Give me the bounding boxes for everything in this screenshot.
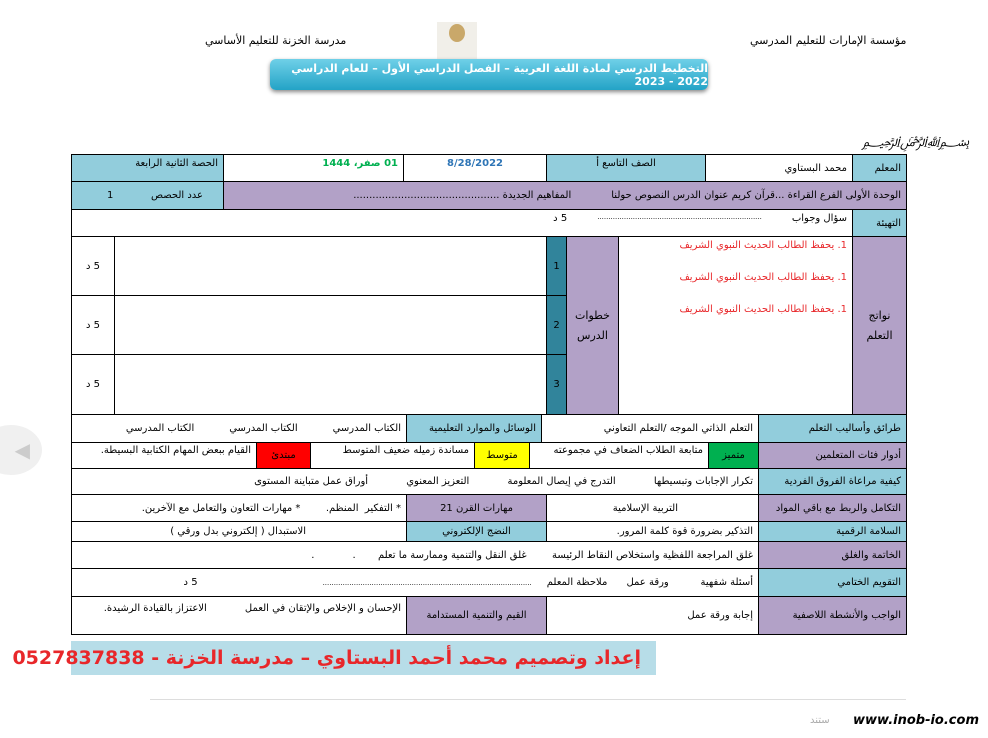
- methods-label: طرائق وأساليب التعلم: [758, 414, 907, 443]
- site-arabic: ستند: [810, 715, 830, 726]
- assessment-dots: ..............................................................................................: [322, 578, 532, 587]
- step-time: 5 د: [71, 236, 115, 296]
- warmup-cell: [71, 209, 853, 237]
- digital-safety-value: التذكير بضرورة قوة كلمة المرور.: [546, 521, 759, 542]
- average-badge: متوسط: [474, 442, 530, 469]
- differentiation-label: كيفية مراعاة الفروق الفردية: [758, 468, 907, 495]
- closure-value: غلق المراجعة اللفظية واستخلاص النقاط الرئيسة غلق النقل والتنمية وممارسة ما تعلم . .: [71, 541, 759, 569]
- title-banner: التخطيط الدرسي لمادة اللغة العربية – الفصل الدراسي الأول – للعام الدراسي 2022 - 2023: [270, 59, 708, 90]
- step-number: 3: [546, 354, 567, 415]
- step-content[interactable]: [114, 236, 547, 296]
- teacher-name: محمد البستاوي: [705, 154, 853, 182]
- homework-label: الواجب والأنشطة اللاصفية: [758, 596, 907, 635]
- assessment-time: 5 د: [183, 577, 198, 588]
- skills-value: * التفكير المنظم. * مهارات التعاون والتعامل مع الآخرين.: [71, 494, 407, 522]
- beginner-task: القيام ببعض المهام الكتابية البسيطة.: [71, 442, 257, 469]
- skills-label: مهارات القرن 21: [406, 494, 547, 522]
- unit-row: [223, 181, 907, 210]
- closure-label: الخاتمة والغلق: [758, 541, 907, 569]
- outcome-item: 1. يحفظ الطالب الحديث النبوي الشريف: [679, 272, 847, 283]
- step-content[interactable]: [114, 354, 547, 415]
- date: 8/28/2022: [403, 154, 547, 182]
- teacher-label: المعلم: [852, 154, 907, 182]
- footer-divider: [150, 699, 906, 700]
- outcomes-list: [618, 236, 853, 415]
- e-maturity-label: النضج الإلكتروني: [406, 521, 547, 542]
- session: الحصة الثانية الرابعة: [71, 154, 224, 182]
- assessment-label: التقويم الختامي: [758, 568, 907, 597]
- roles-label: أدوار فئات المتعلمين: [758, 442, 907, 469]
- calligraphy-logo: ﷽: [862, 134, 970, 150]
- average-task: مساندة زميله ضعيف المتوسط: [310, 442, 475, 469]
- excellent-badge: متميز: [708, 442, 759, 469]
- warmup-label: التهيئة: [852, 209, 907, 237]
- homework-value: إجابة ورقة عمل: [546, 596, 759, 635]
- methods-value: التعلم الذاتي الموجه /التعلم التعاوني: [541, 414, 759, 443]
- resources-value: الكتاب المدرسي الكتاب المدرسي الكتاب المدرسي: [71, 414, 407, 443]
- hijri-date: 01 صفر، 1444: [223, 154, 404, 182]
- beginner-badge: مبتدئ: [256, 442, 311, 469]
- steps-label: خطوات الدرس: [566, 236, 619, 415]
- integration-label: التكامل والربط مع باقي المواد: [758, 494, 907, 522]
- periods-cell: [71, 181, 224, 210]
- excellent-task: متابعة الطلاب الضعاف في مجموعته: [529, 442, 709, 469]
- differentiation-value: تكرار الإجابات وتبسيطها التدرج في إيصال المعلومة التعزيز المعنوي أوراق عمل متباينة المستوى: [71, 468, 759, 495]
- resources-label: الوسائل والموارد التعليمية: [406, 414, 542, 443]
- site-link[interactable]: www.inob-io.com: [853, 713, 979, 728]
- outcome-item: 1. يحفظ الطالب الحديث النبوي الشريف: [679, 304, 847, 315]
- periods-label: عدد الحصص: [150, 190, 203, 201]
- values-label: القيم والتنمية المستدامة: [406, 596, 547, 635]
- assessment-value: أسئلة شفهية ورقة عمل ملاحظة المعلم: [546, 577, 753, 588]
- outcomes-label: نواتج التعلم: [852, 236, 907, 415]
- assessment-cell: [71, 568, 759, 597]
- step-number: 1: [546, 236, 567, 296]
- step-content[interactable]: [114, 295, 547, 355]
- school-name: مدرسة الخزنة للتعليم الأساسي: [205, 34, 347, 47]
- integration-value: التربية الإسلامية: [546, 494, 759, 522]
- class-name: الصف التاسع أ: [546, 154, 706, 182]
- warmup-dots: ..........................................................................: [597, 213, 762, 221]
- step-time: 5 د: [71, 354, 115, 415]
- emirates-schools-logo: [437, 22, 477, 64]
- warmup-method: سؤال وجواب: [791, 213, 847, 224]
- org-name: مؤسسة الإمارات للتعليم المدرسي: [750, 34, 907, 47]
- periods-count: 1: [107, 190, 114, 201]
- step-number: 2: [546, 295, 567, 355]
- digital-safety-label: السلامة الرقمية: [758, 521, 907, 542]
- previous-page-arrow-icon[interactable]: ◀: [0, 425, 42, 475]
- new-concepts: المفاهيم الجديدة ..............................................: [353, 190, 572, 201]
- unit-info: الوحدة الأولى الفرع القراءة ...قرآن كريم عنوان الدرس النصوص حولنا: [611, 190, 901, 201]
- credit-banner: إعداد وتصميم محمد أحمد البستاوي – مدرسة الخزنة - 0527837838: [71, 641, 656, 675]
- step-time: 5 د: [71, 295, 115, 355]
- warmup-time: 5 د: [553, 213, 568, 224]
- values-value: الإحسان و الإخلاص والإتقان في العمل الاعتزاز بالقيادة الرشيدة.: [71, 596, 407, 635]
- e-maturity-value: الاستبدال ( إلكتروني بدل ورقي ): [71, 521, 407, 542]
- outcome-item: 1. يحفظ الطالب الحديث النبوي الشريف: [679, 240, 847, 251]
